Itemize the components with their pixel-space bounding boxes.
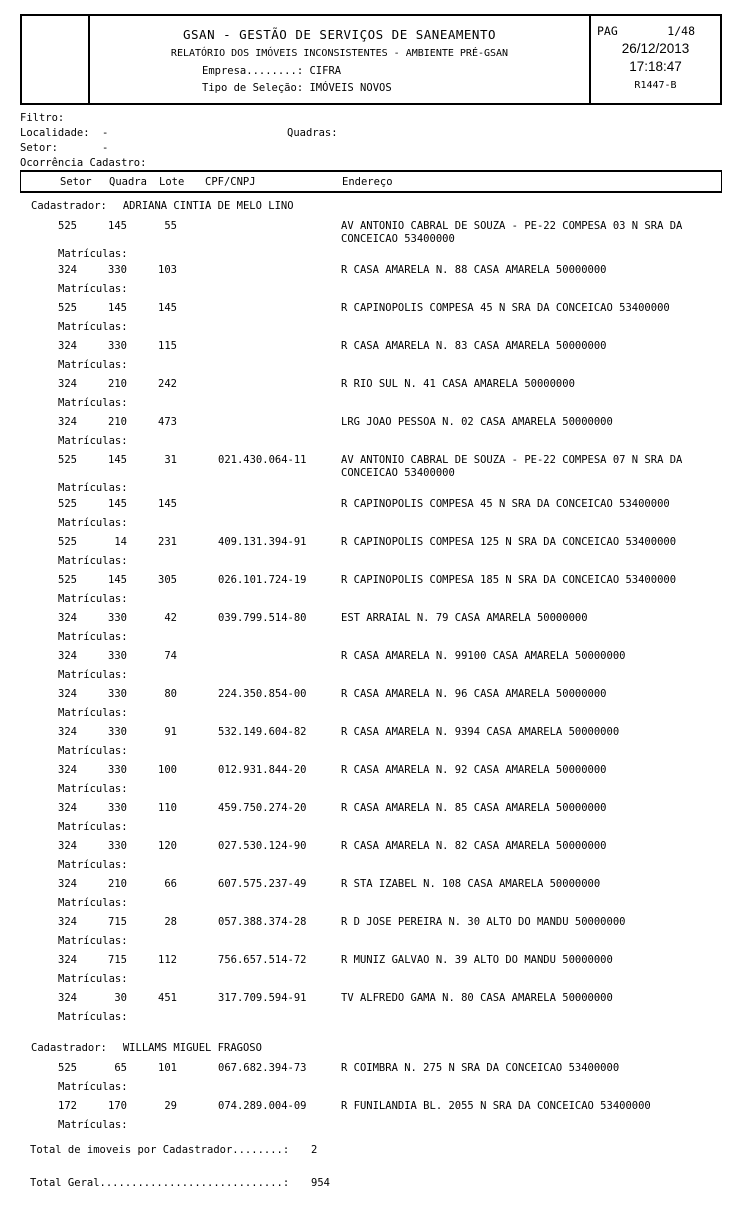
- tipo-selecao-label: Tipo de Seleção:: [202, 82, 304, 94]
- report-code: R1447-B: [634, 80, 677, 91]
- cadastrador-group: [20, 1042, 722, 1132]
- matriculas-label: Matrículas:: [58, 859, 128, 871]
- row-endereco: R CAPINOPOLIS COMPESA 125 N SRA DA CONCEICAO 53400000: [341, 536, 677, 548]
- row-lote: 42: [164, 612, 177, 624]
- column-header-endereco: Endereço: [342, 176, 393, 188]
- cadastrador-label: Cadastrador:: [31, 200, 107, 212]
- row-setor: 324: [58, 878, 77, 890]
- header-empty-cell: [22, 16, 90, 103]
- row-values: [20, 916, 722, 929]
- row-quadra: 330: [108, 726, 127, 738]
- row-endereco: R FUNILANDIA BL. 2055 N SRA DA CONCEICAO 53400000: [341, 1100, 651, 1112]
- localidade-label: Localidade:: [20, 127, 90, 139]
- row-lote: 91: [164, 726, 177, 738]
- row-quadra: 330: [108, 650, 127, 662]
- row-lote: 231: [158, 536, 177, 548]
- table-row: [20, 340, 722, 372]
- row-setor: 525: [58, 536, 77, 548]
- table-row: [20, 1062, 722, 1094]
- row-cpf-cnpj: 459.750.274-20: [218, 802, 307, 814]
- table-header: [20, 170, 722, 193]
- matriculas-label: Matrículas:: [58, 1081, 128, 1093]
- row-endereco: R CASA AMARELA N. 96 CASA AMARELA 50000000: [341, 688, 607, 700]
- total-cadastrador-value: 2: [311, 1144, 318, 1156]
- row-cpf-cnpj: 039.799.514-80: [218, 612, 307, 624]
- row-setor: 324: [58, 840, 77, 852]
- row-values: [20, 840, 722, 853]
- table-row: [20, 416, 722, 448]
- row-quadra: 330: [108, 264, 127, 276]
- row-endereco: R MUNIZ GALVAO N. 39 ALTO DO MANDU 50000000: [341, 954, 613, 966]
- cadastrador-group: [20, 200, 722, 1024]
- report-title: GSAN - GESTÃO DE SERVIÇOS DE SANEAMENTO: [183, 27, 496, 42]
- row-quadra: 210: [108, 378, 127, 390]
- table-row: [20, 726, 722, 758]
- row-lote: 305: [158, 574, 177, 586]
- table-row: [20, 878, 722, 910]
- row-endereco: TV ALFREDO GAMA N. 80 CASA AMARELA 50000000: [341, 992, 613, 1004]
- row-cpf-cnpj: 057.388.374-28: [218, 916, 307, 928]
- row-values: [20, 612, 722, 625]
- table-row: [20, 574, 722, 606]
- ocorrencia-label: Ocorrência Cadastro:: [20, 157, 147, 169]
- row-quadra: 715: [108, 916, 127, 928]
- matriculas-label: Matrículas:: [58, 669, 128, 681]
- table-row: [20, 264, 722, 296]
- row-lote: 145: [158, 302, 177, 314]
- row-cpf-cnpj: 021.430.064-11: [218, 454, 307, 466]
- page-number: 1/48: [667, 24, 695, 38]
- row-values: [20, 878, 722, 891]
- row-lote: 101: [158, 1062, 177, 1074]
- table-row: [20, 536, 722, 568]
- total-geral-label: Total Geral.............................:: [30, 1177, 290, 1189]
- tipo-selecao-value: IMÓVEIS NOVOS: [309, 82, 392, 94]
- page-line: [591, 24, 720, 38]
- total-geral-value: 954: [311, 1177, 330, 1189]
- row-values: [20, 1100, 722, 1113]
- filtro-label: Filtro:: [20, 112, 65, 124]
- row-quadra: 330: [108, 688, 127, 700]
- row-quadra: 330: [108, 802, 127, 814]
- row-quadra: 145: [108, 302, 127, 314]
- row-quadra: 145: [108, 454, 127, 466]
- row-endereco: R RIO SUL N. 41 CASA AMARELA 50000000: [341, 378, 575, 390]
- row-lote: 112: [158, 954, 177, 966]
- report-body: [20, 200, 722, 1190]
- row-values: [20, 416, 722, 429]
- row-cpf-cnpj: 012.931.844-20: [218, 764, 307, 776]
- table-row: [20, 302, 722, 334]
- row-quadra: 30: [114, 992, 127, 1004]
- row-lote: 115: [158, 340, 177, 352]
- setor-line: [20, 141, 722, 156]
- row-endereco: R COIMBRA N. 275 N SRA DA CONCEICAO 53400000: [341, 1062, 620, 1074]
- total-cadastrador-line: [30, 1144, 722, 1157]
- matriculas-label: Matrículas:: [58, 593, 128, 605]
- matriculas-label: Matrículas:: [58, 1011, 128, 1023]
- row-lote: 242: [158, 378, 177, 390]
- row-lote: 451: [158, 992, 177, 1004]
- setor-filter-value: -: [102, 142, 109, 154]
- matriculas-label: Matrículas:: [58, 283, 128, 295]
- row-quadra: 145: [108, 498, 127, 510]
- cadastrador-label: Cadastrador:: [31, 1042, 107, 1054]
- row-endereco: R CASA AMARELA N. 9394 CASA AMARELA 50000000: [341, 726, 620, 738]
- report-subtitle: RELATÓRIO DOS IMÓVEIS INCONSISTENTES - AMBIENTE PRÉ-GSAN: [170, 48, 509, 59]
- ocorrencia-line: [20, 156, 722, 171]
- row-endereco: R CASA AMARELA N. 88 CASA AMARELA 50000000: [341, 264, 607, 276]
- row-quadra: 210: [108, 878, 127, 890]
- total-cadastrador-label: Total de imoveis por Cadastrador........:: [30, 1144, 290, 1156]
- cadastrador-name: WILLAMS MIGUEL FRAGOSO: [122, 1042, 262, 1054]
- row-values: [20, 954, 722, 967]
- table-row: [20, 220, 722, 261]
- row-lote: 55: [164, 220, 177, 232]
- row-endereco: R CASA AMARELA N. 82 CASA AMARELA 50000000: [341, 840, 607, 852]
- matriculas-label: Matrículas:: [58, 745, 128, 757]
- column-header-cpf-cnpj: CPF/CNPJ: [205, 176, 256, 188]
- row-setor: 525: [58, 1062, 77, 1074]
- row-values: [20, 802, 722, 815]
- row-values: [20, 650, 722, 663]
- matriculas-label: Matrículas:: [58, 397, 128, 409]
- matriculas-label: Matrículas:: [58, 821, 128, 833]
- empresa-label: Empresa........:: [202, 65, 304, 77]
- row-lote: 28: [164, 916, 177, 928]
- localidade-value: -: [102, 127, 109, 139]
- row-values: [20, 340, 722, 353]
- row-cpf-cnpj: 409.131.394-91: [218, 536, 307, 548]
- row-setor: 525: [58, 220, 77, 232]
- row-cpf-cnpj: 027.530.124-90: [218, 840, 307, 852]
- column-header-setor: Setor: [60, 176, 92, 188]
- table-row: [20, 916, 722, 948]
- localidade-line: [20, 126, 722, 141]
- cadastrador-line: [31, 200, 722, 213]
- table-row: [20, 454, 722, 495]
- row-setor: 172: [58, 1100, 77, 1112]
- row-endereco: R CASA AMARELA N. 99100 CASA AMARELA 50000000: [341, 650, 626, 662]
- row-values: [20, 302, 722, 315]
- row-setor: 324: [58, 954, 77, 966]
- row-endereco: R CASA AMARELA N. 83 CASA AMARELA 50000000: [341, 340, 607, 352]
- row-setor: 324: [58, 416, 77, 428]
- empresa-value: CIFRA: [309, 65, 342, 77]
- row-setor: 525: [58, 302, 77, 314]
- header-page-cell: [589, 16, 720, 103]
- filter-block: [20, 111, 722, 171]
- row-setor: 525: [58, 574, 77, 586]
- row-setor: 324: [58, 688, 77, 700]
- table-row: [20, 954, 722, 986]
- row-setor: 324: [58, 802, 77, 814]
- tipo-selecao-line: [202, 82, 589, 94]
- row-values: [20, 378, 722, 391]
- row-lote: 80: [164, 688, 177, 700]
- row-endereco: AV ANTONIO CABRAL DE SOUZA - PE-22 COMPESA 03 N SRA DA CONCEICAO 53400000: [341, 220, 683, 245]
- row-endereco: AV ANTONIO CABRAL DE SOUZA - PE-22 COMPESA 07 N SRA DA CONCEICAO 53400000: [341, 454, 683, 479]
- row-quadra: 330: [108, 840, 127, 852]
- row-setor: 324: [58, 378, 77, 390]
- row-quadra: 65: [114, 1062, 127, 1074]
- table-row: [20, 802, 722, 834]
- row-setor: 324: [58, 992, 77, 1004]
- total-geral-line: [30, 1177, 722, 1190]
- row-values: [20, 454, 722, 480]
- row-cpf-cnpj: 756.657.514-72: [218, 954, 307, 966]
- cadastrador-line: [31, 1042, 722, 1055]
- table-row: [20, 498, 722, 530]
- row-quadra: 330: [108, 612, 127, 624]
- row-endereco: R CAPINOPOLIS COMPESA 45 N SRA DA CONCEICAO 53400000: [341, 302, 670, 314]
- row-values: [20, 574, 722, 587]
- row-cpf-cnpj: 074.289.004-09: [218, 1100, 307, 1112]
- row-quadra: 145: [108, 220, 127, 232]
- table-row: [20, 612, 722, 644]
- report-groups: [20, 200, 722, 1132]
- row-cpf-cnpj: 317.709.594-91: [218, 992, 307, 1004]
- row-values: [20, 498, 722, 511]
- row-lote: 145: [158, 498, 177, 510]
- row-endereco: R CAPINOPOLIS COMPESA 185 N SRA DA CONCEICAO 53400000: [341, 574, 677, 586]
- table-row: [20, 992, 722, 1024]
- table-row: [20, 378, 722, 410]
- column-header-lote: Lote: [159, 176, 185, 188]
- row-setor: 324: [58, 264, 77, 276]
- row-lote: 74: [164, 650, 177, 662]
- row-cpf-cnpj: 067.682.394-73: [218, 1062, 307, 1074]
- matriculas-label: Matrículas:: [58, 482, 128, 494]
- matriculas-label: Matrículas:: [58, 1119, 128, 1131]
- matriculas-label: Matrículas:: [58, 631, 128, 643]
- matriculas-label: Matrículas:: [58, 517, 128, 529]
- row-lote: 29: [164, 1100, 177, 1112]
- matriculas-label: Matrículas:: [58, 707, 128, 719]
- matriculas-label: Matrículas:: [58, 359, 128, 371]
- row-values: [20, 992, 722, 1005]
- report-header: [20, 14, 722, 105]
- matriculas-label: Matrículas:: [58, 435, 128, 447]
- cadastrador-name: ADRIANA CINTIA DE MELO LINO: [122, 200, 294, 212]
- matriculas-label: Matrículas:: [58, 555, 128, 567]
- row-setor: 324: [58, 650, 77, 662]
- row-endereco: R STA IZABEL N. 108 CASA AMARELA 50000000: [341, 878, 601, 890]
- row-lote: 110: [158, 802, 177, 814]
- matriculas-label: Matrículas:: [58, 248, 128, 260]
- row-values: [20, 726, 722, 739]
- row-endereco: R CASA AMARELA N. 85 CASA AMARELA 50000000: [341, 802, 607, 814]
- column-header-quadra: Quadra: [109, 176, 147, 188]
- header-title-cell: [90, 16, 589, 103]
- row-values: [20, 1062, 722, 1075]
- matriculas-label: Matrículas:: [58, 935, 128, 947]
- row-lote: 100: [158, 764, 177, 776]
- row-quadra: 14: [114, 536, 127, 548]
- totals-block: [20, 1144, 722, 1190]
- row-setor: 324: [58, 612, 77, 624]
- row-setor: 324: [58, 764, 77, 776]
- row-values: [20, 536, 722, 549]
- row-quadra: 330: [108, 340, 127, 352]
- report-date: 26/12/2013: [621, 41, 690, 56]
- matriculas-label: Matrículas:: [58, 973, 128, 985]
- row-endereco: R CAPINOPOLIS COMPESA 45 N SRA DA CONCEICAO 53400000: [341, 498, 670, 510]
- pag-label: PAG: [597, 24, 618, 38]
- row-quadra: 145: [108, 574, 127, 586]
- row-cpf-cnpj: 224.350.854-00: [218, 688, 307, 700]
- quadras-label: Quadras:: [287, 127, 338, 139]
- row-lote: 120: [158, 840, 177, 852]
- table-row: [20, 650, 722, 682]
- row-quadra: 330: [108, 764, 127, 776]
- row-endereco: LRG JOAO PESSOA N. 02 CASA AMARELA 50000000: [341, 416, 613, 428]
- row-lote: 66: [164, 878, 177, 890]
- row-lote: 31: [164, 454, 177, 466]
- empresa-line: [202, 65, 589, 77]
- row-cpf-cnpj: 026.101.724-19: [218, 574, 307, 586]
- row-values: [20, 220, 722, 246]
- row-lote: 473: [158, 416, 177, 428]
- row-endereco: R D JOSE PEREIRA N. 30 ALTO DO MANDU 50000000: [341, 916, 626, 928]
- row-cpf-cnpj: 532.149.604-82: [218, 726, 307, 738]
- table-row: [20, 688, 722, 720]
- row-lote: 103: [158, 264, 177, 276]
- row-values: [20, 764, 722, 777]
- row-endereco: EST ARRAIAL N. 79 CASA AMARELA 50000000: [341, 612, 588, 624]
- table-row: [20, 764, 722, 796]
- row-quadra: 170: [108, 1100, 127, 1112]
- filtro-line: [20, 111, 722, 126]
- row-setor: 324: [58, 340, 77, 352]
- row-setor: 525: [58, 454, 77, 466]
- matriculas-label: Matrículas:: [58, 897, 128, 909]
- matriculas-label: Matrículas:: [58, 321, 128, 333]
- row-setor: 324: [58, 726, 77, 738]
- row-setor: 525: [58, 498, 77, 510]
- row-cpf-cnpj: 607.575.237-49: [218, 878, 307, 890]
- report-time: 17:18:47: [629, 59, 682, 74]
- row-values: [20, 688, 722, 701]
- row-values: [20, 264, 722, 277]
- row-quadra: 210: [108, 416, 127, 428]
- row-quadra: 715: [108, 954, 127, 966]
- matriculas-label: Matrículas:: [58, 783, 128, 795]
- table-row: [20, 1100, 722, 1132]
- setor-filter-label: Setor:: [20, 142, 58, 154]
- table-row: [20, 840, 722, 872]
- row-endereco: R CASA AMARELA N. 92 CASA AMARELA 50000000: [341, 764, 607, 776]
- row-setor: 324: [58, 916, 77, 928]
